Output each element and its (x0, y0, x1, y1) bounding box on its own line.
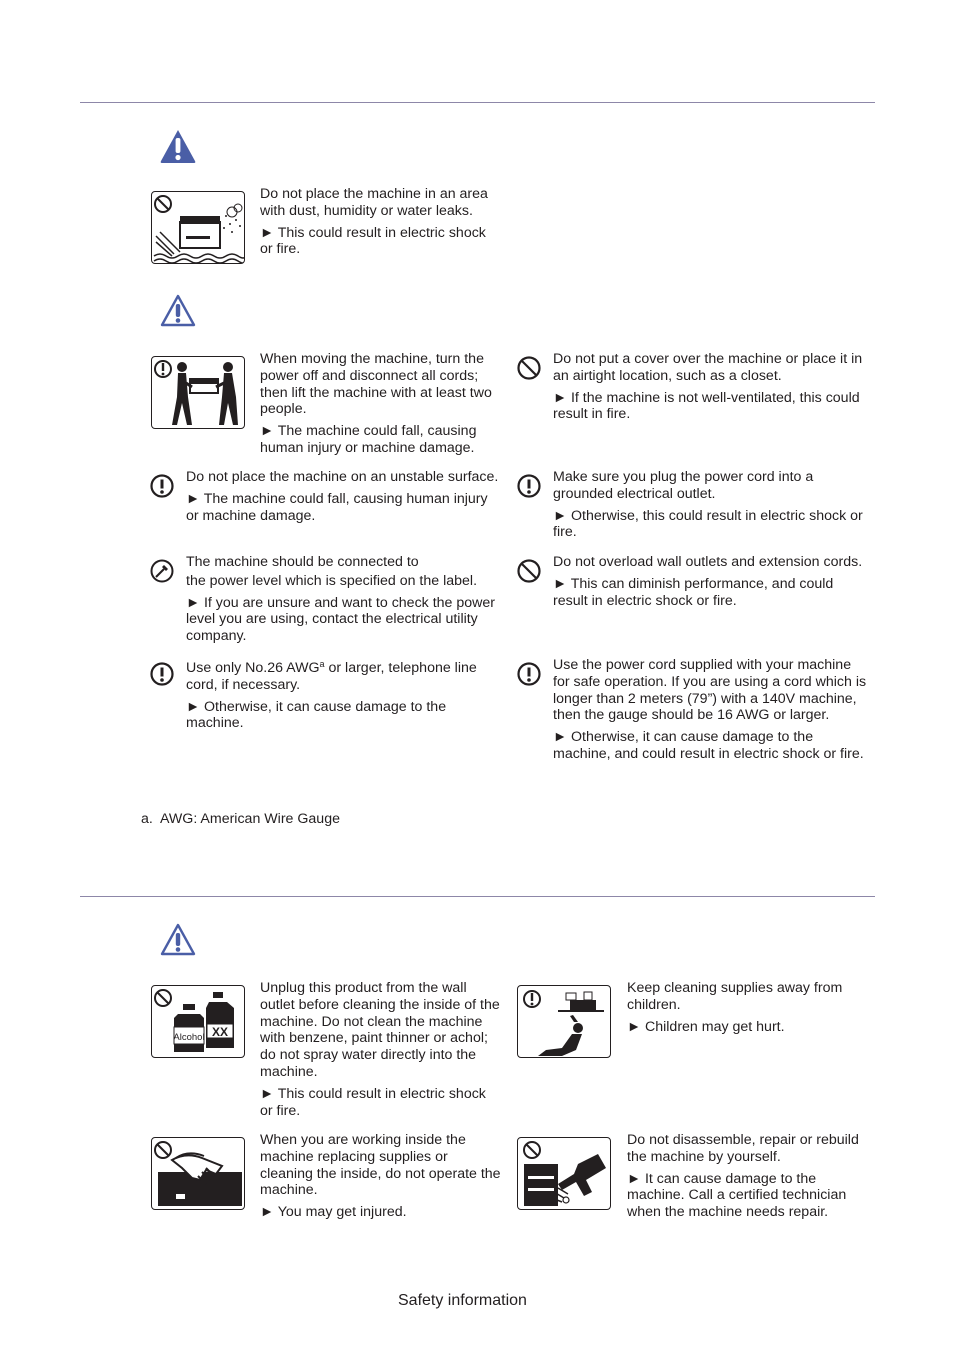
page-footer-title: Safety information (398, 1292, 527, 1309)
mandatory-icon (149, 473, 175, 499)
instruction-text-start: Use only No.26 AWG (186, 660, 320, 676)
consequence-text: ► The machine could fall, causing human injury or machine damage. (260, 423, 477, 456)
prohibition-icon (155, 1142, 171, 1158)
consequence-text: ► Otherwise, it can cause damage to the machine. (186, 698, 447, 732)
warning-text-disassemble (627, 1132, 871, 1221)
warning-text-dust (260, 186, 502, 258)
instruction-text-line2: the power level which is specified on the label. (186, 572, 478, 589)
consequence-text: ► This could result in electric shock or fire. (260, 224, 486, 258)
instruction-text (186, 660, 502, 694)
consequence-text: ► This could result in electric shock or fire. (260, 1085, 486, 1119)
consequence-text: ► It can cause damage to the machine. Call a certified technician when the machine needs repair. (627, 1170, 847, 1221)
consequence-text: ► Children may get hurt. (627, 1018, 785, 1035)
instruction-text: Do not disassemble, repair or rebuild the machine by yourself. (627, 1132, 859, 1165)
prohibition-icon (524, 1142, 540, 1158)
warning-text-cleaning-chemicals (260, 980, 502, 1119)
instruction-text: Do not place the machine on an unstable surface. (186, 469, 499, 485)
warning-text-power-level (186, 554, 502, 645)
dust-humidity-illustration (151, 191, 245, 264)
footnote-marker: a (319, 659, 325, 669)
consequence-text: ► Otherwise, this could result in electric shock or fire. (553, 507, 863, 541)
consequence-text: ► You may get injured. (260, 1204, 407, 1221)
instruction-text: Use the power cord supplied with your machine for safe operation. If you are using a cord which is longer than 2 meters (79”) with a 140V machine, then the gauge should be 16 AWG or larger. (553, 657, 867, 724)
footnote-text: AWG: American Wire Gauge (159, 811, 340, 827)
warning-text-children (627, 980, 869, 1035)
instruction-text: Keep cleaning supplies away from children. (627, 980, 843, 1013)
warning-text-moving (260, 351, 502, 457)
warning-text-working-inside (260, 1132, 502, 1221)
instruction-text-end: or larger, telephone line cord, if necessary. (186, 660, 477, 693)
instruction-text: When moving the machine, turn the power off and disconnect all cords; then lift the machine with at least two people. (260, 351, 492, 418)
warning-text-overload (553, 554, 868, 609)
instruction-text: Make sure you plug the power cord into a grounded electrical outlet. (553, 469, 814, 502)
warning-text-unstable-surface (186, 469, 502, 524)
hand-inside-machine-illustration (151, 1137, 245, 1210)
consequence-text: ► If the machine is not well-ventilated, this could result in fire. (553, 389, 860, 423)
instruction-text: Unplug this product from the wall outlet before cleaning the inside of the machine. Do not clean the machine with benzene, paint thinner or achol; do not spray water directly into the machine. (260, 980, 500, 1080)
instruction-text: Do not put a cover over the machine or place it in an airtight location, such as a closet. (553, 351, 863, 384)
instruction-text: When you are working inside the machine replacing supplies or cleaning the inside, do not operate the machine. (260, 1132, 501, 1199)
consequence-text: ► This can diminish performance, and could result in electric shock or fire. (553, 575, 834, 609)
section-divider-bottom (80, 896, 875, 897)
prohibition-icon (155, 990, 171, 1006)
mandatory-icon (155, 361, 171, 377)
caution-triangle-icon (159, 293, 197, 328)
section-divider-top (80, 102, 875, 103)
prohibition-icon (155, 196, 171, 212)
cleaning-chemicals-illustration (151, 985, 245, 1058)
mandatory-icon (516, 661, 542, 687)
warning-text-grounded-outlet (553, 469, 868, 541)
warning-text-power-cord (553, 657, 868, 763)
instruction-text: Do not place the machine in an area with dust, humidity or water leaks. (260, 186, 488, 219)
consequence-text: ► If you are unsure and want to check the power level you are using, contact the electrical utility company. (186, 594, 496, 645)
instruction-text: Do not overload wall outlets and extension cords. (553, 554, 863, 570)
disassembly-drill-illustration (517, 1137, 611, 1210)
mandatory-icon (516, 473, 542, 499)
child-reaching-supplies-illustration (517, 985, 611, 1058)
power-plug-icon (149, 558, 175, 584)
warning-text-telephone-cord (186, 660, 502, 732)
warning-text-cover (553, 351, 868, 423)
bottle-label-text: Alcohol (173, 1032, 205, 1043)
instruction-text-line1: The machine should be connected to (186, 554, 419, 570)
consequence-text: ► The machine could fall, causing human injury or machine damage. (186, 490, 488, 524)
consequence-text: ► Otherwise, it can cause damage to the machine, and could result in electric shock or fire. (553, 729, 864, 762)
footnote (141, 811, 340, 827)
two-people-lifting-illustration (151, 356, 245, 429)
prohibition-icon (516, 558, 542, 584)
footnote-marker-label: a. (141, 811, 153, 827)
mandatory-icon (524, 991, 540, 1007)
warning-triangle-icon (159, 128, 197, 164)
hazard-mark-text: XX (211, 1025, 229, 1039)
mandatory-icon (149, 661, 175, 687)
caution-triangle-icon (159, 922, 197, 957)
prohibition-icon (516, 355, 542, 381)
